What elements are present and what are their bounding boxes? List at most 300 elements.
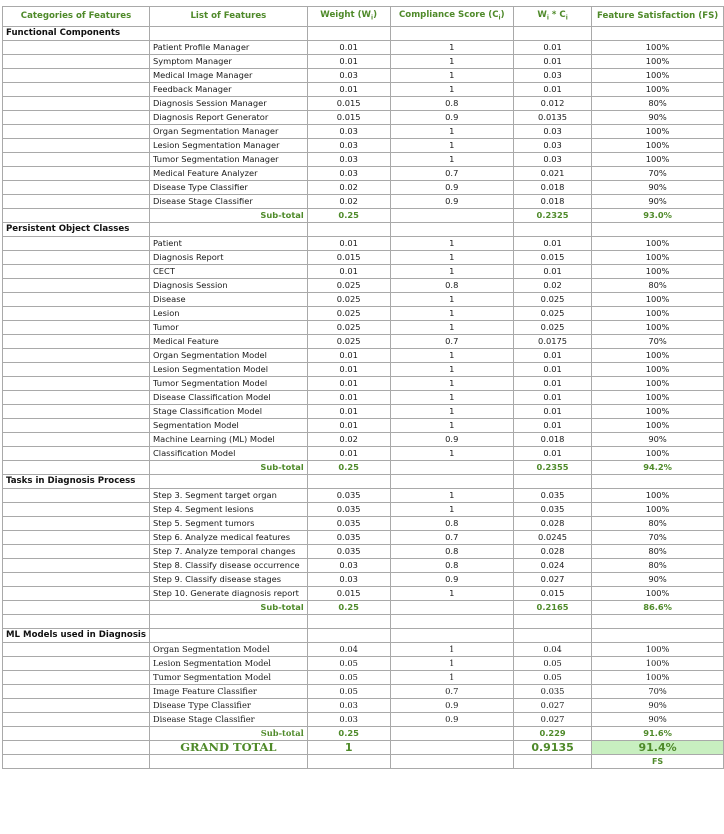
blank-row — [3, 615, 724, 629]
empty-cell — [592, 615, 724, 629]
table-row — [3, 125, 724, 139]
weight-value: 0.03 — [307, 559, 390, 573]
subtotal-row — [3, 727, 724, 741]
table-row — [3, 279, 724, 293]
category-cell — [3, 139, 150, 153]
compliance-value: 1 — [390, 55, 513, 69]
subtotal-weighted-score: 0.2355 — [513, 461, 591, 475]
category-row — [3, 475, 724, 489]
weight-value: 0.025 — [307, 321, 390, 335]
weight-value: 0.035 — [307, 503, 390, 517]
empty-cell — [307, 475, 390, 489]
satisfaction-value: 100% — [592, 153, 724, 167]
header-weight: Weight $(W_i)$ — [307, 7, 390, 27]
satisfaction-value: 90% — [592, 699, 724, 713]
category-cell — [3, 391, 150, 405]
fs-label: FS — [592, 755, 724, 769]
weight-value: 0.01 — [307, 237, 390, 251]
weighted-score-value: 0.01 — [513, 363, 591, 377]
table-row — [3, 69, 724, 83]
feature-name: Disease Stage Classifier — [150, 195, 308, 209]
category-cell — [3, 433, 150, 447]
compliance-value: 1 — [390, 503, 513, 517]
weighted-score-value: 0.01 — [513, 377, 591, 391]
empty-cell — [592, 629, 724, 643]
table-row — [3, 321, 724, 335]
weighted-score-value: 0.025 — [513, 307, 591, 321]
subtotal-satisfaction: 93.0% — [592, 209, 724, 223]
table-row — [3, 265, 724, 279]
compliance-value: 0.9 — [390, 433, 513, 447]
table-row — [3, 251, 724, 265]
feature-name: Step 5. Segment tumors — [150, 517, 308, 531]
weighted-score-value: 0.03 — [513, 153, 591, 167]
weighted-score-value: 0.05 — [513, 657, 591, 671]
compliance-value: 1 — [390, 293, 513, 307]
feature-name: Step 10. Generate diagnosis report — [150, 587, 308, 601]
satisfaction-value: 100% — [592, 643, 724, 657]
satisfaction-value: 100% — [592, 503, 724, 517]
feature-name: Tumor — [150, 321, 308, 335]
satisfaction-value: 100% — [592, 251, 724, 265]
category-cell — [3, 699, 150, 713]
table-row — [3, 685, 724, 699]
satisfaction-value: 100% — [592, 377, 724, 391]
fs-label-row — [3, 755, 724, 769]
table-row — [3, 419, 724, 433]
category-cell — [3, 377, 150, 391]
feature-name: Segmentation Model — [150, 419, 308, 433]
table-row — [3, 83, 724, 97]
compliance-value: 1 — [390, 265, 513, 279]
table-row — [3, 559, 724, 573]
subtotal-weight: 0.25 — [307, 209, 390, 223]
category-cell — [3, 727, 150, 741]
category-cell — [3, 41, 150, 55]
feature-name: Disease — [150, 293, 308, 307]
satisfaction-value: 70% — [592, 685, 724, 699]
subtotal-weight: 0.25 — [307, 461, 390, 475]
satisfaction-value: 80% — [592, 559, 724, 573]
weight-value: 0.02 — [307, 433, 390, 447]
subtotal-compliance — [390, 461, 513, 475]
weighted-score-value: 0.025 — [513, 293, 591, 307]
subtotal-row — [3, 601, 724, 615]
category-cell — [3, 713, 150, 727]
header-row — [3, 7, 724, 27]
feature-name: Tumor Segmentation Manager — [150, 153, 308, 167]
weight-value: 0.035 — [307, 531, 390, 545]
compliance-value: 1 — [390, 377, 513, 391]
weighted-score-value: 0.027 — [513, 713, 591, 727]
table-row — [3, 643, 724, 657]
empty-cell — [307, 629, 390, 643]
weighted-score-value: 0.028 — [513, 545, 591, 559]
category-cell — [3, 265, 150, 279]
subtotal-label: Sub-total — [150, 209, 308, 223]
satisfaction-value: 100% — [592, 587, 724, 601]
table-row — [3, 237, 724, 251]
weight-value: 0.015 — [307, 97, 390, 111]
satisfaction-value: 100% — [592, 265, 724, 279]
table-row — [3, 139, 724, 153]
weight-value: 0.015 — [307, 251, 390, 265]
empty-cell — [592, 223, 724, 237]
subtotal-label: Sub-total — [150, 601, 308, 615]
weight-value: 0.025 — [307, 279, 390, 293]
satisfaction-value: 70% — [592, 335, 724, 349]
compliance-value: 0.9 — [390, 573, 513, 587]
satisfaction-value: 80% — [592, 545, 724, 559]
table-row — [3, 503, 724, 517]
weight-value: 0.05 — [307, 685, 390, 699]
subtotal-weighted-score: 0.2165 — [513, 601, 591, 615]
subtotal-weight: 0.25 — [307, 601, 390, 615]
table-row — [3, 391, 724, 405]
empty-cell — [390, 27, 513, 41]
compliance-value: 1 — [390, 125, 513, 139]
weighted-score-value: 0.03 — [513, 69, 591, 83]
category-row — [3, 629, 724, 643]
category-cell — [3, 69, 150, 83]
feature-name: Lesion Segmentation Model — [150, 657, 308, 671]
category-cell — [3, 55, 150, 69]
table-row — [3, 111, 724, 125]
satisfaction-value: 90% — [592, 713, 724, 727]
weight-value: 0.01 — [307, 419, 390, 433]
weighted-score-value: 0.025 — [513, 321, 591, 335]
table-row — [3, 335, 724, 349]
category-cell — [3, 195, 150, 209]
category-cell — [3, 503, 150, 517]
category-cell — [3, 405, 150, 419]
feature-name: Disease Type Classifier — [150, 181, 308, 195]
feature-name: CECT — [150, 265, 308, 279]
weighted-score-value: 0.01 — [513, 405, 591, 419]
satisfaction-value: 100% — [592, 657, 724, 671]
compliance-value: 0.9 — [390, 181, 513, 195]
category-cell — [3, 643, 150, 657]
feature-name: Step 7. Analyze temporal changes — [150, 545, 308, 559]
feature-name: Step 9. Classify disease stages — [150, 573, 308, 587]
weighted-score-value: 0.035 — [513, 685, 591, 699]
compliance-value: 1 — [390, 237, 513, 251]
weighted-score-value: 0.021 — [513, 167, 591, 181]
weight-value: 0.035 — [307, 545, 390, 559]
compliance-value: 1 — [390, 251, 513, 265]
compliance-value: 0.8 — [390, 97, 513, 111]
weighted-score-value: 0.01 — [513, 55, 591, 69]
compliance-value: 1 — [390, 391, 513, 405]
compliance-value: 1 — [390, 307, 513, 321]
category-cell — [3, 83, 150, 97]
weight-value: 0.03 — [307, 167, 390, 181]
empty-cell — [390, 615, 513, 629]
weight-value: 0.015 — [307, 111, 390, 125]
subtotal-compliance — [390, 601, 513, 615]
compliance-value: 0.9 — [390, 713, 513, 727]
subtotal-row — [3, 209, 724, 223]
weighted-score-value: 0.01 — [513, 83, 591, 97]
weight-value: 0.01 — [307, 41, 390, 55]
table-row — [3, 363, 724, 377]
satisfaction-value: 100% — [592, 41, 724, 55]
weight-value: 0.05 — [307, 657, 390, 671]
weighted-score-value: 0.012 — [513, 97, 591, 111]
feature-name: Image Feature Classifier — [150, 685, 308, 699]
empty-cell — [513, 629, 591, 643]
grand-total-weight: 1 — [307, 741, 390, 755]
feature-name: Diagnosis Session Manager — [150, 97, 308, 111]
table-row — [3, 657, 724, 671]
satisfaction-value: 80% — [592, 279, 724, 293]
weight-value: 0.01 — [307, 349, 390, 363]
table-row — [3, 447, 724, 461]
weighted-score-value: 0.028 — [513, 517, 591, 531]
empty-cell — [150, 629, 308, 643]
satisfaction-value: 90% — [592, 433, 724, 447]
category-cell — [3, 671, 150, 685]
subtotal-satisfaction: 91.6% — [592, 727, 724, 741]
category-name: Persistent Object Classes — [3, 223, 150, 237]
table-row — [3, 181, 724, 195]
header-categories: Categories of Features — [3, 7, 150, 27]
grand-total-weighted-score: 0.9135 — [513, 741, 591, 755]
category-cell — [3, 209, 150, 223]
weighted-score-value: 0.01 — [513, 349, 591, 363]
satisfaction-value: 100% — [592, 363, 724, 377]
weighted-score-value: 0.015 — [513, 587, 591, 601]
weight-value: 0.035 — [307, 489, 390, 503]
feature-name: Tumor Segmentation Model — [150, 377, 308, 391]
grand-total-compliance — [390, 741, 513, 755]
feature-name: Medical Image Manager — [150, 69, 308, 83]
satisfaction-value: 100% — [592, 349, 724, 363]
empty-cell — [150, 27, 308, 41]
feature-name: Patient — [150, 237, 308, 251]
satisfaction-value: 90% — [592, 181, 724, 195]
table-row — [3, 713, 724, 727]
weight-value: 0.01 — [307, 447, 390, 461]
table-row — [3, 517, 724, 531]
weighted-score-value: 0.027 — [513, 699, 591, 713]
weighted-score-value: 0.04 — [513, 643, 591, 657]
satisfaction-value: 100% — [592, 293, 724, 307]
header-features: List of Features — [150, 7, 308, 27]
feature-name: Medical Feature — [150, 335, 308, 349]
compliance-value: 1 — [390, 405, 513, 419]
empty-cell — [390, 475, 513, 489]
empty-cell — [513, 755, 591, 769]
weighted-score-value: 0.027 — [513, 573, 591, 587]
feature-name: Medical Feature Analyzer — [150, 167, 308, 181]
satisfaction-value: 100% — [592, 139, 724, 153]
weighted-score-value: 0.035 — [513, 489, 591, 503]
compliance-value: 1 — [390, 447, 513, 461]
empty-cell — [150, 755, 308, 769]
table-row — [3, 153, 724, 167]
feature-name: Disease Type Classifier — [150, 699, 308, 713]
weighted-score-value: 0.0245 — [513, 531, 591, 545]
subtotal-weighted-score: 0.229 — [513, 727, 591, 741]
header-compliance: Compliance Score $(C_i)$ — [390, 7, 513, 27]
compliance-value: 1 — [390, 153, 513, 167]
table-row — [3, 293, 724, 307]
feature-name: Feedback Manager — [150, 83, 308, 97]
table-row — [3, 167, 724, 181]
feature-name: Lesion Segmentation Manager — [150, 139, 308, 153]
category-cell — [3, 461, 150, 475]
feature-name: Disease Classification Model — [150, 391, 308, 405]
subtotal-satisfaction: 94.2% — [592, 461, 724, 475]
table-row — [3, 195, 724, 209]
category-cell — [3, 167, 150, 181]
table-row — [3, 97, 724, 111]
category-row — [3, 223, 724, 237]
satisfaction-value: 100% — [592, 69, 724, 83]
empty-cell — [592, 27, 724, 41]
weight-value: 0.03 — [307, 125, 390, 139]
weighted-score-value: 0.0175 — [513, 335, 591, 349]
compliance-value: 0.9 — [390, 195, 513, 209]
satisfaction-value: 90% — [592, 111, 724, 125]
weighted-score-value: 0.01 — [513, 237, 591, 251]
compliance-value: 1 — [390, 321, 513, 335]
weight-value: 0.02 — [307, 195, 390, 209]
category-name: Tasks in Diagnosis Process — [3, 475, 150, 489]
weight-value: 0.01 — [307, 265, 390, 279]
category-cell — [3, 335, 150, 349]
compliance-value: 0.8 — [390, 545, 513, 559]
weighted-score-value: 0.01 — [513, 265, 591, 279]
category-cell — [3, 181, 150, 195]
feature-name: Classification Model — [150, 447, 308, 461]
category-cell — [3, 587, 150, 601]
satisfaction-value: 100% — [592, 237, 724, 251]
category-cell — [3, 349, 150, 363]
table-row — [3, 587, 724, 601]
weight-value: 0.01 — [307, 83, 390, 97]
grand-total-satisfaction: 91.4% — [592, 741, 724, 755]
compliance-value: 0.7 — [390, 531, 513, 545]
empty-cell — [513, 475, 591, 489]
weighted-score-value: 0.035 — [513, 503, 591, 517]
satisfaction-value: 100% — [592, 125, 724, 139]
empty-cell — [307, 755, 390, 769]
feature-name: Step 3. Segment target organ — [150, 489, 308, 503]
table-row — [3, 349, 724, 363]
satisfaction-value: 100% — [592, 83, 724, 97]
subtotal-weight: 0.25 — [307, 727, 390, 741]
satisfaction-value: 80% — [592, 97, 724, 111]
compliance-value: 0.7 — [390, 167, 513, 181]
satisfaction-value: 100% — [592, 447, 724, 461]
category-cell — [3, 97, 150, 111]
satisfaction-value: 100% — [592, 391, 724, 405]
feature-name: Disease Stage Classifier — [150, 713, 308, 727]
weight-value: 0.01 — [307, 405, 390, 419]
feature-name: Organ Segmentation Model — [150, 349, 308, 363]
header-feature-satisfaction: Feature Satisfaction (FS) — [592, 7, 724, 27]
category-cell — [3, 657, 150, 671]
feature-satisfaction-table — [2, 6, 724, 769]
weight-value: 0.025 — [307, 307, 390, 321]
category-cell — [3, 279, 150, 293]
empty-cell — [513, 27, 591, 41]
compliance-value: 1 — [390, 41, 513, 55]
satisfaction-value: 100% — [592, 405, 724, 419]
header-weighted-score: $W_i * C_i$ — [513, 7, 591, 27]
category-row — [3, 27, 724, 41]
subtotal-compliance — [390, 727, 513, 741]
satisfaction-value: 100% — [592, 419, 724, 433]
satisfaction-value: 100% — [592, 307, 724, 321]
weight-value: 0.03 — [307, 139, 390, 153]
weighted-score-value: 0.03 — [513, 125, 591, 139]
table-row — [3, 405, 724, 419]
satisfaction-value: 80% — [592, 517, 724, 531]
feature-name: Diagnosis Report Generator — [150, 111, 308, 125]
category-cell — [3, 237, 150, 251]
weight-value: 0.04 — [307, 643, 390, 657]
empty-cell — [150, 615, 308, 629]
weighted-score-value: 0.05 — [513, 671, 591, 685]
compliance-value: 0.7 — [390, 685, 513, 699]
subtotal-satisfaction: 86.6% — [592, 601, 724, 615]
compliance-value: 0.8 — [390, 279, 513, 293]
feature-name: Tumor Segmentation Model — [150, 671, 308, 685]
category-cell — [3, 321, 150, 335]
compliance-value: 0.9 — [390, 111, 513, 125]
weight-value: 0.03 — [307, 573, 390, 587]
compliance-value: 1 — [390, 349, 513, 363]
compliance-value: 1 — [390, 69, 513, 83]
weighted-score-value: 0.018 — [513, 433, 591, 447]
empty-cell — [150, 475, 308, 489]
category-cell — [3, 447, 150, 461]
empty-cell — [390, 629, 513, 643]
category-cell — [3, 601, 150, 615]
feature-name: Symptom Manager — [150, 55, 308, 69]
table-row — [3, 433, 724, 447]
satisfaction-value: 90% — [592, 195, 724, 209]
weight-value: 0.01 — [307, 377, 390, 391]
empty-cell — [513, 615, 591, 629]
feature-name: Step 6. Analyze medical features — [150, 531, 308, 545]
compliance-value: 1 — [390, 643, 513, 657]
weight-value: 0.01 — [307, 363, 390, 377]
weight-value: 0.03 — [307, 69, 390, 83]
weighted-score-value: 0.01 — [513, 41, 591, 55]
weighted-score-value: 0.0135 — [513, 111, 591, 125]
category-cell — [3, 251, 150, 265]
compliance-value: 0.8 — [390, 559, 513, 573]
category-cell — [3, 559, 150, 573]
weight-value: 0.025 — [307, 335, 390, 349]
category-cell — [3, 153, 150, 167]
compliance-value: 1 — [390, 83, 513, 97]
compliance-value: 1 — [390, 363, 513, 377]
subtotal-weighted-score: 0.2325 — [513, 209, 591, 223]
feature-name: Lesion Segmentation Model — [150, 363, 308, 377]
weight-value: 0.025 — [307, 293, 390, 307]
empty-cell — [307, 615, 390, 629]
category-cell — [3, 293, 150, 307]
empty-cell — [307, 223, 390, 237]
weighted-score-value: 0.03 — [513, 139, 591, 153]
weighted-score-value: 0.02 — [513, 279, 591, 293]
compliance-value: 0.9 — [390, 699, 513, 713]
